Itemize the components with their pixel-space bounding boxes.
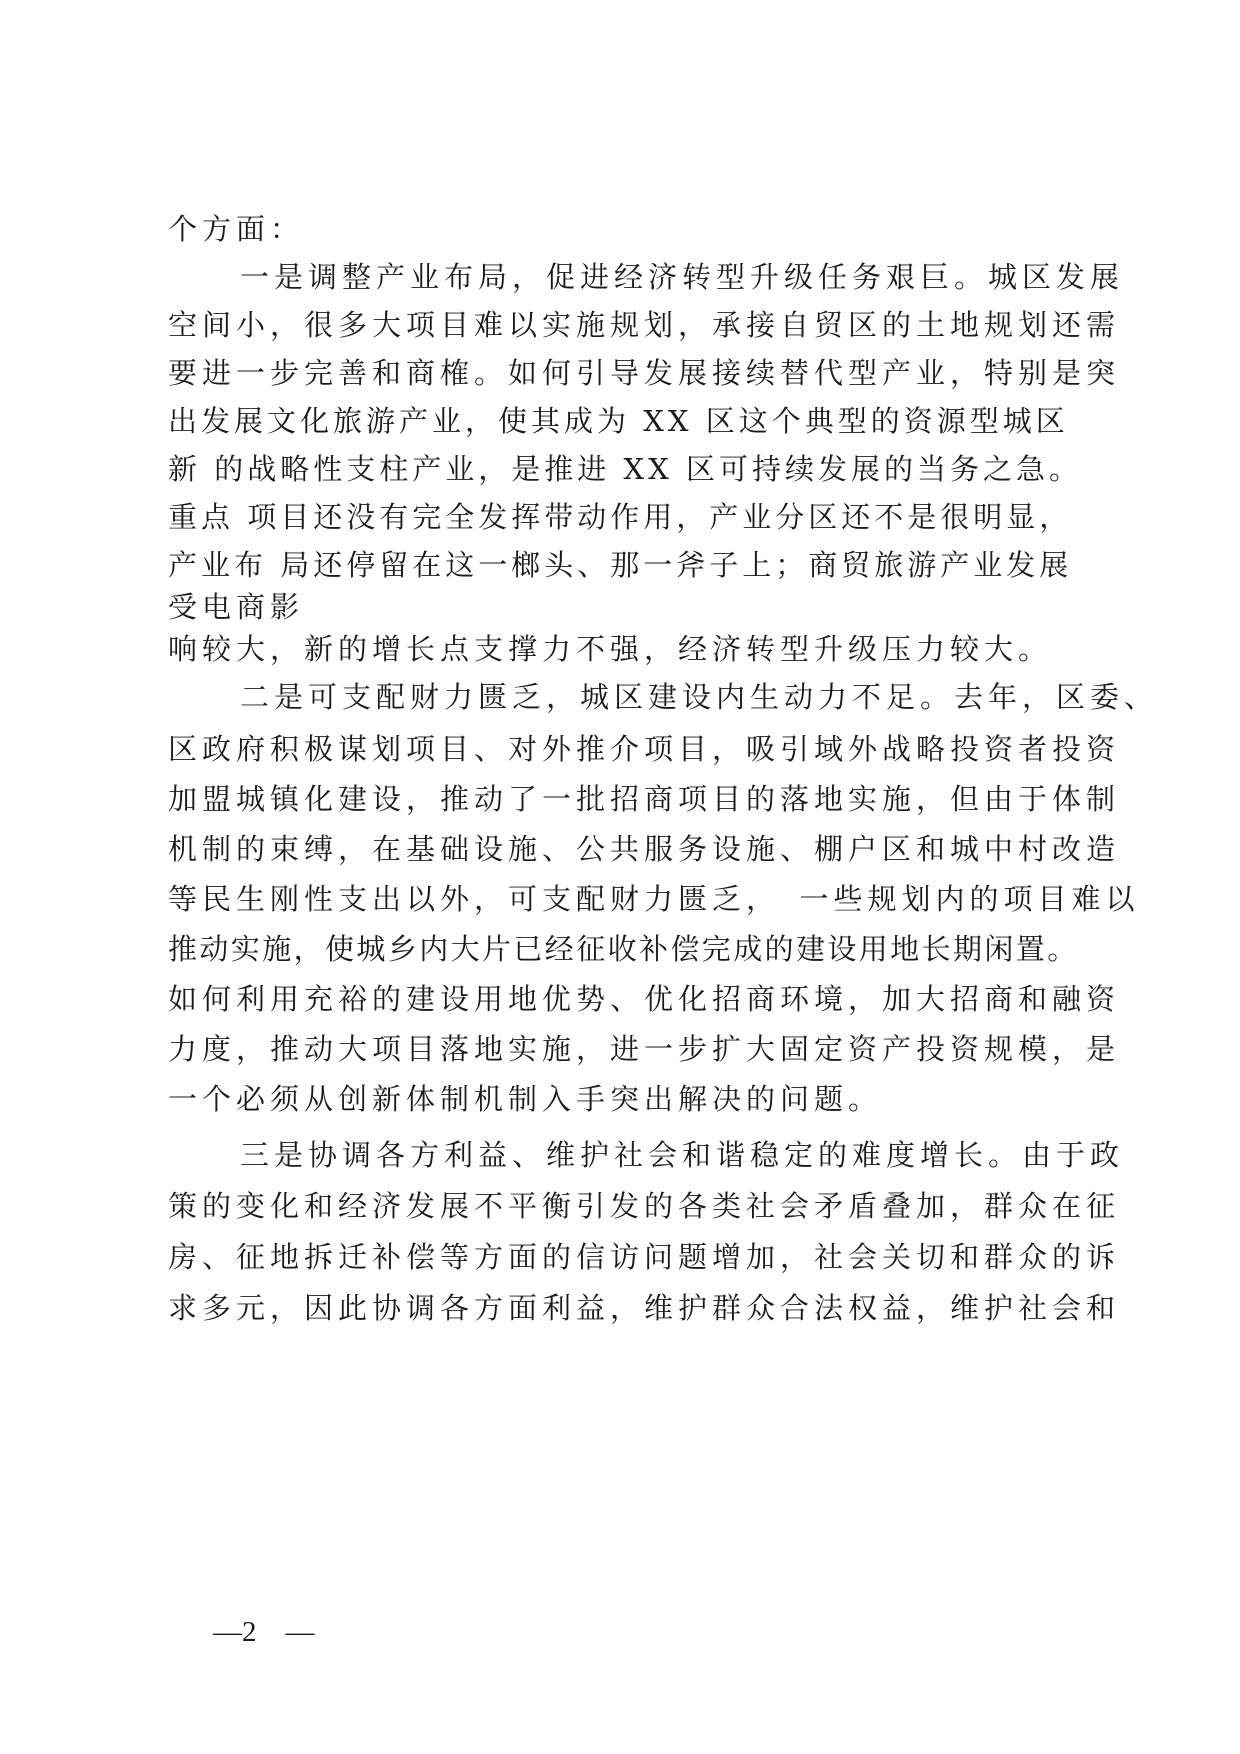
text-line: 等民生刚性支出以外，可支配财力匮乏， 一些规划内的项目难以 [168,882,1140,916]
text-line: 机制的束缚，在基础设施、公共服务设施、棚户区和城中村改造 [168,832,1121,866]
text-line: 重点 项目还没有完全发挥带动作用，产业分区还不是很明显， [168,500,1073,534]
text-line: 一个必须从创新体制机制入手突出解决的问题。 [168,1082,883,1116]
text-line: 房、征地拆迁补偿等方面的信访问题增加，社会关切和群众的诉 [168,1240,1121,1274]
text-line: 受电商影 [168,590,305,624]
text-line: 响较大，新的增长点支撑力不强，经济转型升级压力较大。 [168,632,1053,666]
text-line: 要进一步完善和商榷。如何引导发展接续替代型产业，特别是突 [168,356,1121,390]
text-line: 策的变化和经济发展不平衡引发的各类社会矛盾叠加，群众在征 [168,1189,1121,1223]
text-line: 新 的战略性支柱产业，是推进 XX 区可持续发展的当务之急。 [168,452,1082,486]
paragraph-1-first-line: 一是调整产业布局，促进经济转型升级任务艰巨。城区发展 [240,260,1125,294]
page-number: —2 — [213,1616,315,1648]
text-line: 求多元，因此协调各方面利益，维护群众合法权益，维护社会和 [168,1291,1121,1325]
text-line: 区政府积极谋划项目、对外推介项目，吸引域外战略投资者投资 [168,732,1121,766]
text-line: 出发展文化旅游产业，使其成为 XX 区这个典型的资源型城区 [168,404,1069,438]
text-line: 如何利用充裕的建设用地优势、优化招商环境，加大招商和融资 [168,982,1121,1016]
text-line: 个方面： [168,212,305,246]
text-line: 产业布 局还停留在这一榔头、那一斧子上；商贸旅游产业发展 [168,548,1073,582]
paragraph-2-first-line: 二是可支配财力匮乏，城区建设内生动力不足。去年，区委、 [240,680,1159,714]
text-line: 空间小，很多大项目难以实施规划，承接自贸区的土地规划还需 [168,308,1121,342]
paragraph-3-first-line: 三是协调各方利益、维护社会和谐稳定的难度增长。由于政 [240,1138,1125,1172]
text-line: 力度，推动大项目落地实施，进一步扩大固定资产投资规模，是 [168,1032,1121,1066]
text-line: 推动实施，使城乡内大片已经征收补偿完成的建设用地长期闲置。 [168,932,1079,966]
text-line: 加盟城镇化建设，推动了一批招商项目的落地实施，但由于体制 [168,782,1121,816]
